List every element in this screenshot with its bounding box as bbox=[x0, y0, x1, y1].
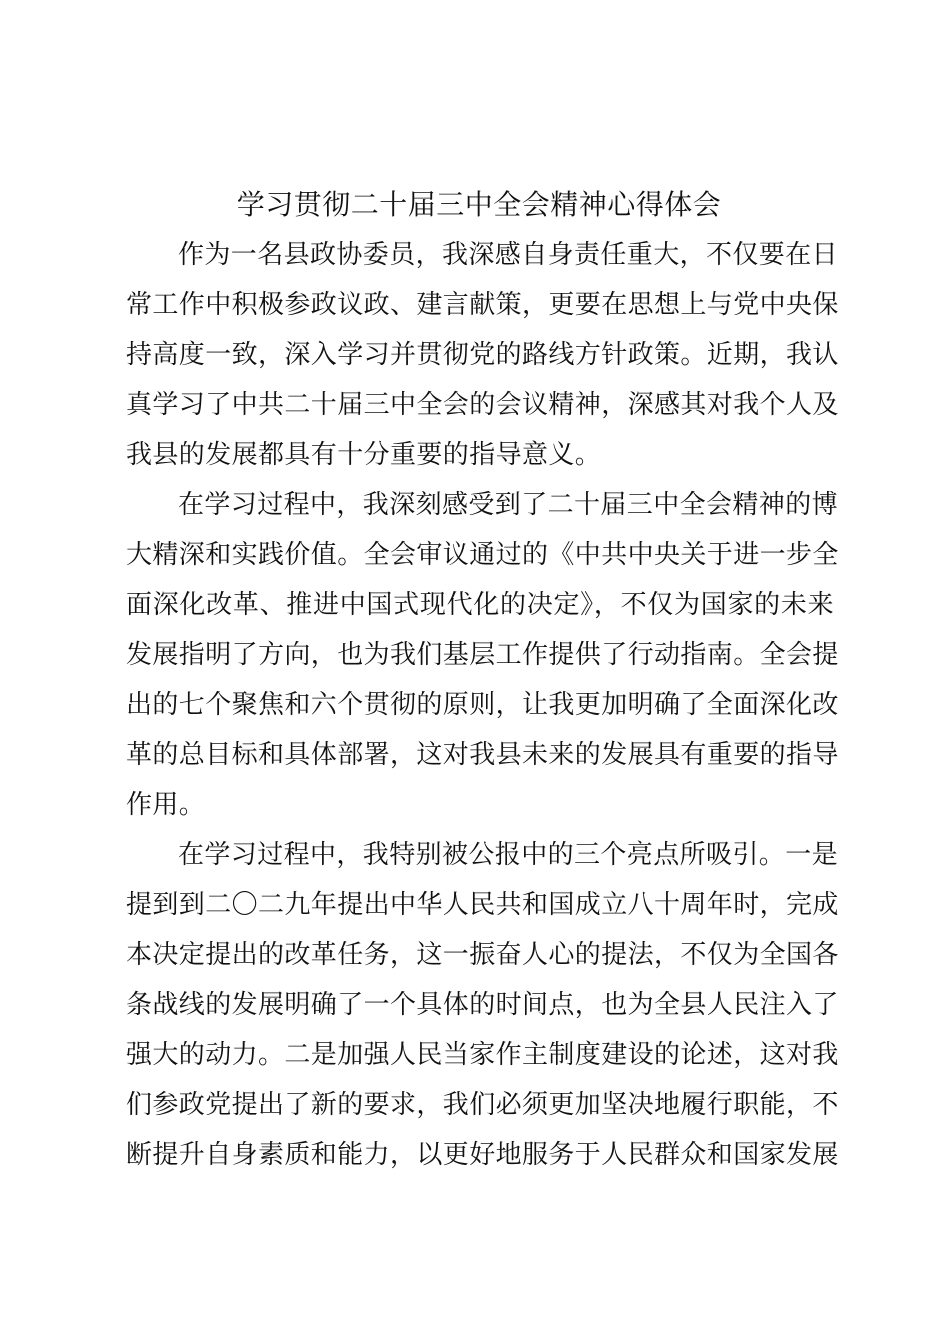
paragraph-1-line-5: 我县的发展都具有十分重要的指导意义。 bbox=[126, 440, 602, 470]
paragraph-2-line-3: 面深化改革、推进中国式现代化的决定》，不仅为国家的未来 bbox=[126, 590, 834, 620]
paragraph-3-line-6: 们参政党提出了新的要求，我们必须更加坚决地履行职能，不 bbox=[126, 1090, 839, 1120]
document-title: 学习贯彻二十届三中全会精神心得体会 bbox=[236, 188, 722, 221]
paragraph-1-line-3: 持高度一致，深入学习并贯彻党的路线方针政策。近期，我认 bbox=[126, 340, 839, 370]
paragraph-2-line-2: 大精深和实践价值。全会审议通过的《中共中央关于进一步全 bbox=[126, 540, 839, 570]
paragraph-3-line-2: 提到到二〇二九年提出中华人民共和国成立八十周年时，完成 bbox=[126, 890, 839, 920]
paragraph-3-line-3: 本决定提出的改革任务，这一振奋人心的提法，不仅为全国各 bbox=[126, 940, 839, 970]
paragraph-3-line-1: 在学习过程中，我特别被公报中的三个亮点所吸引。一是 bbox=[178, 840, 839, 870]
paragraph-3-line-5: 强大的动力。二是加强人民当家作主制度建设的论述，这对我 bbox=[126, 1040, 839, 1070]
paragraph-3-line-7: 断提升自身素质和能力，以更好地服务于人民群众和国家发展 bbox=[126, 1140, 839, 1170]
paragraph-1-line-2: 常工作中积极参政议政、建言献策，更要在思想上与党中央保 bbox=[126, 290, 839, 320]
paragraph-3-line-4: 条战线的发展明确了一个具体的时间点，也为全县人民注入了 bbox=[126, 990, 839, 1020]
paragraph-2-line-7: 作用。 bbox=[126, 790, 206, 820]
paragraph-2-line-1: 在学习过程中，我深刻感受到了二十届三中全会精神的博 bbox=[178, 490, 839, 520]
paragraph-2-line-4: 发展指明了方向，也为我们基层工作提供了行动指南。全会提 bbox=[126, 640, 839, 670]
paragraph-2-line-6: 革的总目标和具体部署，这对我县未来的发展具有重要的指导 bbox=[126, 740, 839, 770]
paragraph-1-line-1: 作为一名县政协委员，我深感自身责任重大，不仅要在日 bbox=[178, 240, 839, 270]
paragraph-1-line-4: 真学习了中共二十届三中全会的会议精神，深感其对我个人及 bbox=[126, 390, 839, 420]
paragraph-2-line-5: 出的七个聚焦和六个贯彻的原则，让我更加明确了全面深化改 bbox=[126, 690, 839, 720]
document-body bbox=[126, 230, 839, 1180]
